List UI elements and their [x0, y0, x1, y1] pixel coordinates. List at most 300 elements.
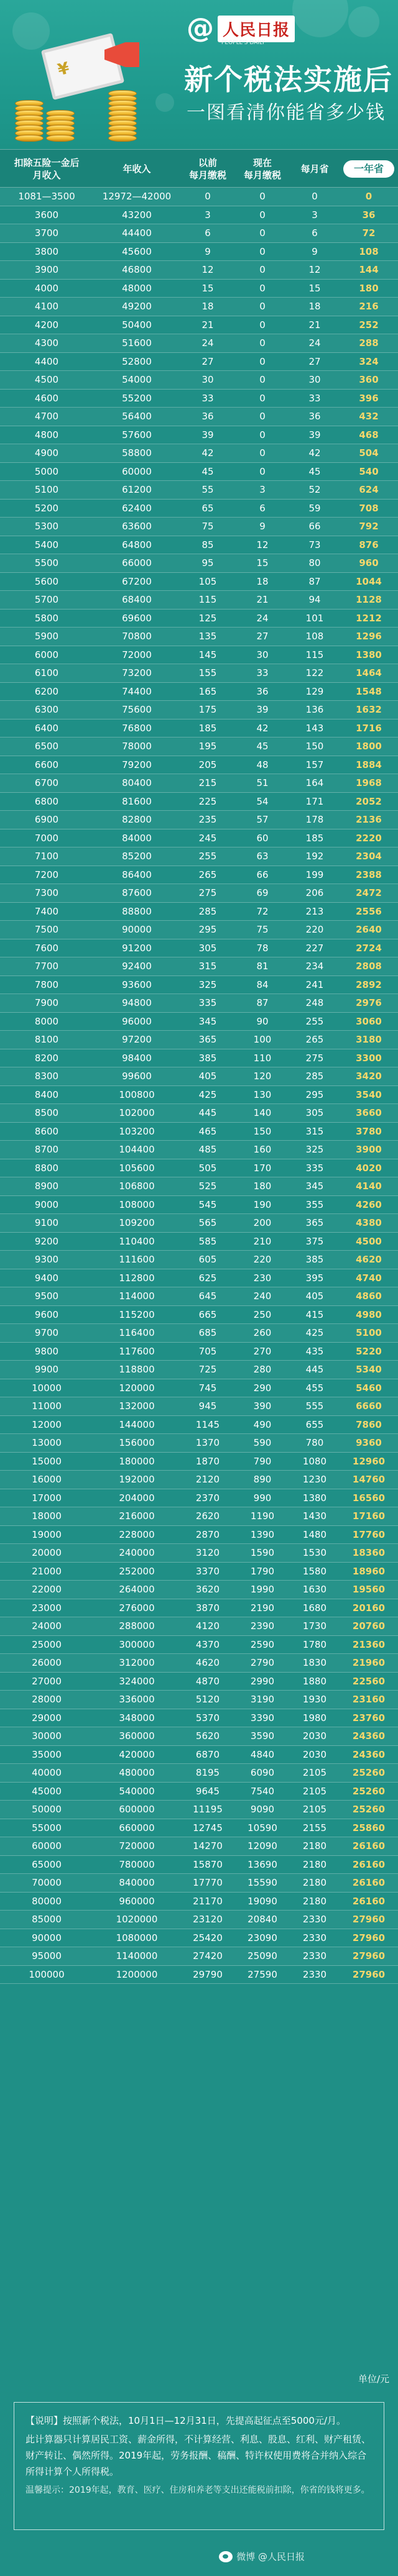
cell-annual-saving: 2808	[356, 961, 382, 972]
cell-old-monthly-tax: 39	[201, 429, 214, 441]
cell-annual-saving: 12960	[352, 1455, 386, 1467]
table-row	[0, 1966, 398, 1985]
table-row	[0, 1434, 398, 1453]
cell-annual-income: 97200	[122, 1034, 152, 1045]
cell-new-monthly-tax: 23090	[248, 1932, 277, 1943]
table-row	[0, 1159, 398, 1178]
cell-annual-income: 112800	[119, 1272, 155, 1284]
cell-new-monthly-tax: 12090	[248, 1840, 277, 1852]
cell-monthly-saving: 275	[305, 1052, 324, 1064]
cell-new-monthly-tax: 2190	[250, 1602, 275, 1614]
cell-annual-saving: 4020	[356, 1162, 382, 1174]
cell-old-monthly-tax: 215	[198, 777, 217, 788]
cell-old-monthly-tax: 545	[198, 1199, 217, 1210]
column-header-monthly-income: 扣除五险一金后 月收入	[14, 157, 80, 181]
cell-new-monthly-tax: 290	[253, 1382, 272, 1394]
cell-old-monthly-tax: 945	[198, 1400, 217, 1412]
cell-annual-income: 66000	[122, 557, 152, 569]
cell-new-monthly-tax: 0	[259, 429, 266, 441]
table-row	[0, 1581, 398, 1599]
cell-annual-saving: 1380	[356, 649, 382, 660]
weibo-watermark	[219, 2550, 305, 2563]
cell-old-monthly-tax: 2870	[195, 1528, 220, 1540]
cell-monthly-income: 90000	[32, 1932, 62, 1943]
cell-old-monthly-tax: 605	[198, 1254, 217, 1265]
cell-annual-saving: 36	[362, 209, 376, 221]
cell-monthly-saving: 2330	[302, 1968, 327, 1980]
decorative-bubble	[348, 6, 379, 37]
cell-new-monthly-tax: 45	[256, 741, 269, 752]
table-row	[0, 1416, 398, 1435]
cell-old-monthly-tax: 1370	[195, 1437, 220, 1448]
cell-monthly-income: 5600	[34, 575, 59, 587]
table-row	[0, 316, 398, 335]
cell-annual-income: 103200	[119, 1125, 155, 1137]
cell-monthly-saving: 234	[305, 961, 324, 972]
cell-old-monthly-tax: 1870	[195, 1455, 220, 1467]
cell-annual-income: 75600	[122, 704, 152, 715]
cell-annual-income: 109200	[119, 1217, 155, 1228]
table-row	[0, 664, 398, 683]
cell-old-monthly-tax: 295	[198, 924, 217, 935]
cell-annual-income: 91200	[122, 942, 152, 954]
cell-monthly-income: 18000	[32, 1510, 62, 1522]
cell-monthly-saving: 375	[305, 1235, 324, 1247]
cell-annual-income: 76800	[122, 722, 152, 734]
cell-monthly-income: 70000	[32, 1877, 62, 1888]
cell-monthly-income: 9200	[34, 1235, 59, 1247]
cell-annual-saving: 6660	[356, 1400, 382, 1412]
coin-stacks-icon	[15, 48, 146, 142]
cell-annual-income: 88800	[122, 905, 152, 917]
cell-new-monthly-tax: 27	[256, 631, 269, 642]
cell-monthly-income: 6300	[34, 704, 59, 715]
cell-annual-income: 60000	[122, 465, 152, 477]
cell-annual-saving: 5220	[356, 1345, 382, 1357]
cell-monthly-saving: 1530	[302, 1547, 327, 1558]
table-row	[0, 444, 398, 463]
cell-old-monthly-tax: 665	[198, 1309, 217, 1320]
cell-monthly-income: 5100	[34, 484, 59, 495]
cell-annual-income: 94800	[122, 997, 152, 1008]
cell-monthly-income: 19000	[32, 1528, 62, 1540]
table-row	[0, 1874, 398, 1893]
cell-annual-saving: 23760	[352, 1712, 386, 1724]
cell-annual-income: 50400	[122, 319, 152, 331]
cell-annual-saving: 21960	[352, 1657, 386, 1668]
cell-new-monthly-tax: 90	[256, 1015, 269, 1027]
cell-annual-income: 1080000	[116, 1932, 158, 1943]
table-row	[0, 939, 398, 958]
cell-monthly-saving: 241	[305, 979, 324, 990]
cell-old-monthly-tax: 405	[198, 1071, 217, 1082]
cell-annual-income: 720000	[119, 1840, 155, 1852]
cell-old-monthly-tax: 33	[201, 392, 214, 404]
cell-annual-saving: 9360	[356, 1437, 382, 1448]
cell-new-monthly-tax: 2590	[250, 1638, 275, 1650]
table-row	[0, 1031, 398, 1049]
cell-annual-income: 63600	[122, 521, 152, 532]
cell-annual-saving: 23160	[352, 1694, 386, 1705]
cell-monthly-saving: 455	[305, 1382, 324, 1394]
cell-new-monthly-tax: 0	[259, 282, 266, 294]
cell-new-monthly-tax: 100	[253, 1034, 272, 1045]
cell-monthly-saving: 405	[305, 1290, 324, 1302]
cell-monthly-income: 60000	[32, 1840, 62, 1852]
cell-new-monthly-tax: 150	[253, 1125, 272, 1137]
cell-annual-saving: 4260	[356, 1199, 382, 1210]
note-line-1: 【说明】按照新个税法，10月1日—12月31日，先提高起征点至5000元/月。	[25, 2415, 346, 2426]
cell-old-monthly-tax: 12745	[193, 1822, 223, 1834]
cell-monthly-saving: 157	[305, 759, 324, 770]
cell-new-monthly-tax: 7540	[250, 1785, 275, 1797]
cell-old-monthly-tax: 485	[198, 1144, 217, 1155]
table-row	[0, 554, 398, 573]
cell-old-monthly-tax: 225	[198, 795, 217, 807]
cell-annual-income: 420000	[119, 1748, 155, 1760]
cell-annual-income: 68400	[122, 594, 152, 605]
table-row	[0, 298, 398, 316]
cell-monthly-saving: 415	[305, 1309, 324, 1320]
cell-annual-income: 93600	[122, 979, 152, 990]
cell-annual-saving: 216	[359, 301, 379, 312]
cell-monthly-income: 4100	[34, 301, 59, 312]
cell-old-monthly-tax: 525	[198, 1181, 217, 1192]
cell-new-monthly-tax: 66	[256, 869, 269, 880]
cell-monthly-income: 55000	[32, 1822, 62, 1834]
table-row	[0, 829, 398, 848]
cell-monthly-saving: 1730	[302, 1620, 327, 1632]
cell-annual-income: 480000	[119, 1767, 155, 1778]
cell-old-monthly-tax: 185	[198, 722, 217, 734]
cell-monthly-saving: 2105	[302, 1804, 327, 1815]
cell-annual-income: 90000	[122, 924, 152, 935]
cell-annual-income: 48000	[122, 282, 152, 294]
cell-new-monthly-tax: 6090	[250, 1767, 275, 1778]
cell-annual-saving: 1884	[356, 759, 382, 770]
cell-new-monthly-tax: 20840	[248, 1914, 277, 1925]
cell-new-monthly-tax: 260	[253, 1327, 272, 1338]
table-row	[0, 957, 398, 976]
cell-monthly-income: 6500	[34, 741, 59, 752]
cell-annual-income: 45600	[122, 245, 152, 257]
cell-new-monthly-tax: 2990	[250, 1675, 275, 1687]
cell-new-monthly-tax: 790	[253, 1455, 272, 1467]
cell-monthly-income: 6200	[34, 685, 59, 697]
cell-new-monthly-tax: 1790	[250, 1565, 275, 1577]
table-row	[0, 1287, 398, 1306]
cell-monthly-income: 3700	[34, 227, 59, 239]
cell-old-monthly-tax: 705	[198, 1345, 217, 1357]
cell-monthly-income: 7300	[34, 887, 59, 898]
cell-annual-saving: 24360	[352, 1730, 386, 1742]
cell-annual-income: 54000	[122, 374, 152, 385]
cell-annual-saving: 144	[359, 264, 379, 275]
cell-annual-saving: 2976	[356, 997, 382, 1008]
cell-annual-saving: 1044	[356, 575, 382, 587]
cell-monthly-saving: 213	[305, 905, 324, 917]
table-row	[0, 994, 398, 1013]
cell-monthly-saving: 1080	[302, 1455, 327, 1467]
cell-monthly-saving: 2180	[302, 1840, 327, 1852]
cell-annual-income: 204000	[119, 1492, 155, 1504]
cell-annual-saving: 20160	[352, 1602, 386, 1614]
table-row	[0, 1471, 398, 1489]
cell-annual-income: 106800	[119, 1181, 155, 1192]
cell-old-monthly-tax: 585	[198, 1235, 217, 1247]
cell-new-monthly-tax: 0	[259, 411, 266, 422]
cell-monthly-saving: 2030	[302, 1730, 327, 1742]
cell-new-monthly-tax: 0	[259, 392, 266, 404]
cell-new-monthly-tax: 12	[256, 539, 269, 550]
cell-annual-income: 1140000	[116, 1950, 158, 1962]
cell-new-monthly-tax: 69	[256, 887, 269, 898]
cell-monthly-saving: 94	[308, 594, 321, 605]
cell-monthly-income: 21000	[32, 1565, 62, 1577]
decorative-bubble	[292, 0, 348, 37]
cell-annual-saving: 1296	[356, 631, 382, 642]
cell-monthly-income: 7500	[34, 924, 59, 935]
cell-old-monthly-tax: 245	[198, 832, 217, 844]
cell-new-monthly-tax: 25090	[248, 1950, 277, 1962]
cell-new-monthly-tax: 87	[256, 997, 269, 1008]
table-row	[0, 1397, 398, 1416]
cell-annual-income: 264000	[119, 1584, 155, 1595]
table-row	[0, 1123, 398, 1141]
cell-annual-saving: 1716	[356, 722, 382, 734]
cell-old-monthly-tax: 125	[198, 612, 217, 624]
cell-annual-income: 79200	[122, 759, 152, 770]
table-row	[0, 426, 398, 445]
decorative-bubble	[12, 12, 50, 50]
cell-monthly-income: 6000	[34, 649, 59, 660]
cell-annual-income: 70800	[122, 631, 152, 642]
cell-annual-income: 57600	[122, 429, 152, 441]
cell-monthly-income: 7700	[34, 961, 59, 972]
cell-monthly-saving: 2330	[302, 1950, 327, 1962]
cell-old-monthly-tax: 23120	[193, 1914, 223, 1925]
table-row	[0, 1141, 398, 1159]
cell-monthly-income: 4500	[34, 374, 59, 385]
cell-old-monthly-tax: 9	[205, 245, 211, 257]
cell-new-monthly-tax: 230	[253, 1272, 272, 1284]
cell-annual-saving: 708	[359, 502, 379, 514]
cell-monthly-income: 3600	[34, 209, 59, 221]
table-row	[0, 610, 398, 628]
table-row	[0, 921, 398, 939]
cell-new-monthly-tax: 0	[259, 227, 266, 239]
cell-annual-saving: 16560	[352, 1492, 386, 1504]
cell-monthly-saving: 1880	[302, 1675, 327, 1687]
cell-old-monthly-tax: 505	[198, 1162, 217, 1174]
cell-annual-income: 46800	[122, 264, 152, 275]
table-row	[0, 1306, 398, 1325]
cell-old-monthly-tax: 6870	[195, 1748, 220, 1760]
cell-new-monthly-tax: 3	[259, 484, 266, 495]
cell-old-monthly-tax: 385	[198, 1052, 217, 1064]
cell-annual-saving: 792	[359, 521, 379, 532]
cell-old-monthly-tax: 745	[198, 1382, 217, 1394]
cell-annual-income: 105600	[119, 1162, 155, 1174]
cell-monthly-saving: 2105	[302, 1767, 327, 1778]
cell-monthly-income: 13000	[32, 1437, 62, 1448]
cell-annual-income: 100800	[119, 1089, 155, 1100]
cell-annual-income: 12972—42000	[102, 191, 172, 202]
cell-monthly-income: 9900	[34, 1364, 59, 1375]
cell-monthly-saving: 2330	[302, 1914, 327, 1925]
cell-annual-income: 540000	[119, 1785, 155, 1797]
table-row	[0, 1599, 398, 1618]
cell-annual-income: 64800	[122, 539, 152, 550]
cell-new-monthly-tax: 3390	[250, 1712, 275, 1724]
table-row	[0, 188, 398, 206]
cell-old-monthly-tax: 345	[198, 1015, 217, 1027]
page-title: 新个税法实施后	[184, 63, 393, 96]
cell-new-monthly-tax: 170	[253, 1162, 272, 1174]
cell-annual-saving: 3180	[356, 1034, 382, 1045]
cell-annual-saving: 2136	[356, 814, 382, 825]
cell-annual-saving: 22560	[352, 1675, 386, 1687]
cell-monthly-saving: 355	[305, 1199, 324, 1210]
cell-monthly-saving: 1380	[302, 1492, 327, 1504]
cell-old-monthly-tax: 335	[198, 997, 217, 1008]
cell-annual-income: 62400	[122, 502, 152, 514]
table-row	[0, 1489, 398, 1508]
cell-new-monthly-tax: 63	[256, 851, 269, 862]
cell-monthly-income: 5900	[34, 631, 59, 642]
cell-monthly-income: 6600	[34, 759, 59, 770]
cell-annual-saving: 17160	[352, 1510, 386, 1522]
cell-monthly-saving: 285	[305, 1071, 324, 1082]
cell-old-monthly-tax: 17770	[193, 1877, 223, 1888]
cell-new-monthly-tax: 1190	[250, 1510, 275, 1522]
cell-annual-income: 69600	[122, 612, 152, 624]
cell-monthly-saving: 101	[305, 612, 324, 624]
cell-monthly-income: 4700	[34, 411, 59, 422]
cell-monthly-saving: 555	[305, 1400, 324, 1412]
cell-annual-saving: 18960	[352, 1565, 386, 1577]
cell-annual-income: 120000	[119, 1382, 155, 1394]
cell-annual-income: 660000	[119, 1822, 155, 1834]
cell-old-monthly-tax: 565	[198, 1217, 217, 1228]
cell-annual-saving: 7860	[356, 1418, 382, 1430]
cell-new-monthly-tax: 19090	[248, 1895, 277, 1907]
table-row	[0, 1544, 398, 1563]
cell-old-monthly-tax: 15	[201, 282, 214, 294]
cell-old-monthly-tax: 14270	[193, 1840, 223, 1852]
cell-new-monthly-tax: 9090	[250, 1804, 275, 1815]
table-row	[0, 1673, 398, 1691]
cell-monthly-saving: 295	[305, 1089, 324, 1100]
cell-annual-saving: 624	[359, 484, 379, 495]
cell-monthly-saving: 365	[305, 1217, 324, 1228]
tax-table-body	[0, 188, 398, 1984]
cell-annual-saving: 4380	[356, 1217, 382, 1228]
cell-new-monthly-tax: 210	[253, 1235, 272, 1247]
cell-new-monthly-tax: 0	[259, 301, 266, 312]
cell-new-monthly-tax: 54	[256, 795, 269, 807]
cell-annual-income: 132000	[119, 1400, 155, 1412]
cell-monthly-income: 45000	[32, 1785, 62, 1797]
table-row	[0, 1526, 398, 1545]
cell-new-monthly-tax: 10590	[248, 1822, 277, 1834]
cell-old-monthly-tax: 85	[201, 539, 214, 550]
cell-monthly-income: 5400	[34, 539, 59, 550]
cell-new-monthly-tax: 13690	[248, 1858, 277, 1870]
cell-monthly-saving: 2105	[302, 1785, 327, 1797]
cell-monthly-income: 8000	[34, 1015, 59, 1027]
cell-monthly-income: 80000	[32, 1895, 62, 1907]
cell-monthly-income: 25000	[32, 1638, 62, 1650]
table-row	[0, 811, 398, 829]
cell-annual-saving: 288	[359, 337, 379, 349]
cell-annual-income: 114000	[119, 1290, 155, 1302]
cell-annual-saving: 2724	[356, 942, 382, 954]
cell-monthly-income: 8700	[34, 1144, 59, 1155]
cell-monthly-saving: 59	[308, 502, 321, 514]
cell-annual-income: 324000	[119, 1675, 155, 1687]
cell-old-monthly-tax: 325	[198, 979, 217, 990]
table-row	[0, 536, 398, 555]
cell-old-monthly-tax: 4120	[195, 1620, 220, 1632]
cell-annual-income: 1020000	[116, 1914, 158, 1925]
cell-monthly-income: 23000	[32, 1602, 62, 1614]
cell-monthly-saving: 164	[305, 777, 324, 788]
cell-monthly-income: 7800	[34, 979, 59, 990]
note-tip: 温馨提示：2019年起，教育、医疗、住房和养老等支出还能税前扣除，你省的钱将更多。	[25, 2485, 370, 2495]
cell-new-monthly-tax: 0	[259, 337, 266, 349]
cell-monthly-income: 20000	[32, 1547, 62, 1558]
cell-monthly-income: 50000	[32, 1804, 62, 1815]
cell-monthly-saving: 1630	[302, 1584, 327, 1595]
cell-annual-saving: 4140	[356, 1181, 382, 1192]
weibo-icon	[219, 2551, 233, 2562]
cell-annual-saving: 180	[359, 282, 379, 294]
cell-annual-income: 55200	[122, 392, 152, 404]
cell-monthly-saving: 227	[305, 942, 324, 954]
cell-old-monthly-tax: 2120	[195, 1474, 220, 1485]
cell-monthly-income: 100000	[29, 1968, 65, 1980]
cell-annual-saving: 27960	[352, 1950, 386, 1962]
cell-monthly-saving: 15	[308, 282, 321, 294]
cell-monthly-income: 9100	[34, 1217, 59, 1228]
cell-old-monthly-tax: 105	[198, 575, 217, 587]
header-banner	[0, 0, 398, 149]
cell-monthly-saving: 129	[305, 685, 324, 697]
cell-annual-income: 81600	[122, 795, 152, 807]
cell-annual-saving: 504	[359, 447, 379, 459]
cell-monthly-saving: 24	[308, 337, 321, 349]
table-row	[0, 243, 398, 262]
cell-old-monthly-tax: 265	[198, 869, 217, 880]
cell-old-monthly-tax: 365	[198, 1034, 217, 1045]
cell-new-monthly-tax: 60	[256, 832, 269, 844]
table-row	[0, 1251, 398, 1269]
cell-annual-income: 156000	[119, 1437, 155, 1448]
cell-annual-saving: 3540	[356, 1089, 382, 1100]
table-row	[0, 1379, 398, 1398]
cell-new-monthly-tax: 57	[256, 814, 269, 825]
cell-old-monthly-tax: 21	[201, 319, 214, 331]
cell-monthly-saving: 2330	[302, 1932, 327, 1943]
cell-new-monthly-tax: 990	[253, 1492, 272, 1504]
cell-monthly-income: 27000	[32, 1675, 62, 1687]
table-row	[0, 1911, 398, 1929]
cell-monthly-saving: 445	[305, 1364, 324, 1375]
cell-new-monthly-tax: 0	[259, 264, 266, 275]
cell-monthly-saving: 36	[308, 411, 321, 422]
cell-old-monthly-tax: 425	[198, 1089, 217, 1100]
